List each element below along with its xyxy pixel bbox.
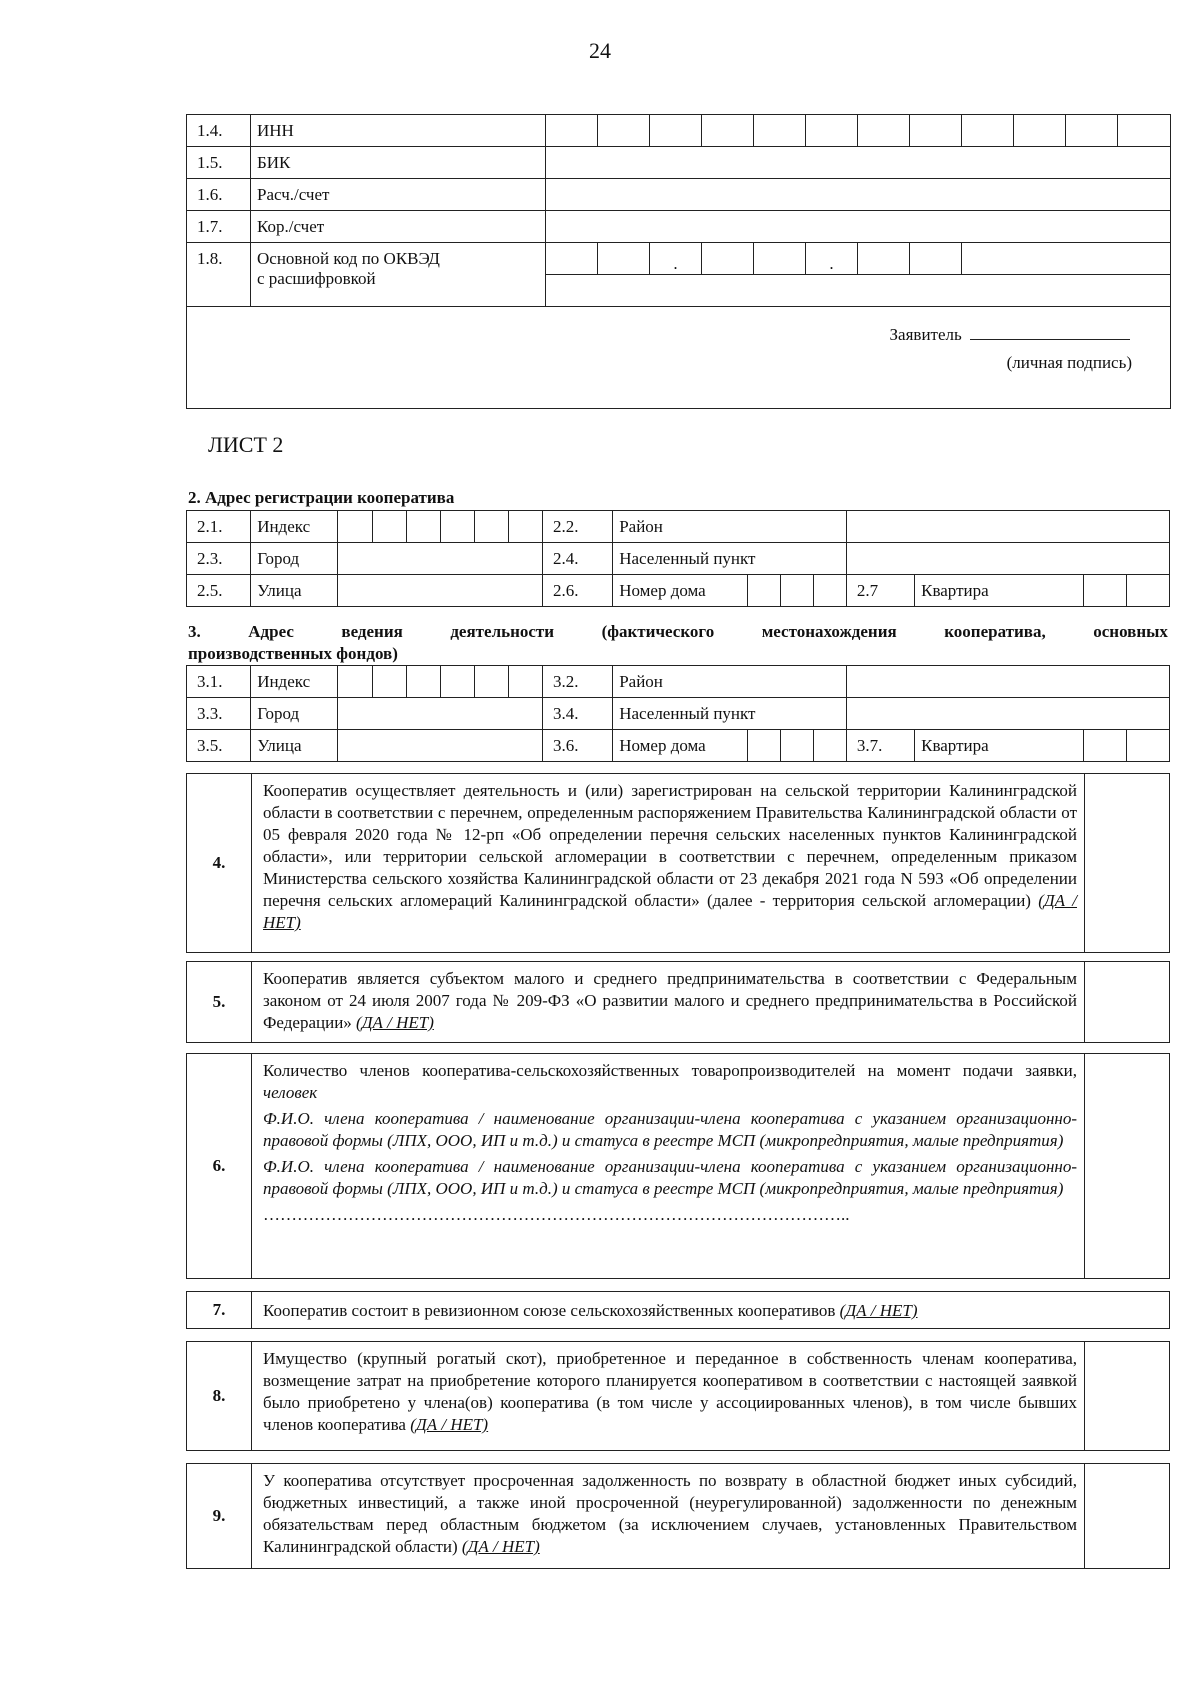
inn-cell[interactable] <box>598 115 650 147</box>
bik-label: БИК <box>251 147 546 179</box>
okved-code-cell[interactable] <box>702 243 754 275</box>
inn-cell[interactable] <box>962 115 1014 147</box>
question-text <box>263 1300 1159 1322</box>
address-reg-title: 2. Адрес регистрации кооператива <box>188 488 455 507</box>
requisites-table <box>186 114 1171 409</box>
city-label: Город <box>251 543 338 575</box>
index-cell[interactable] <box>372 666 406 698</box>
address-act-title-line2: производственных фондов) <box>188 644 398 663</box>
answer-field[interactable] <box>1084 774 1169 952</box>
apartment-label: Квартира <box>915 730 1084 762</box>
title-word: местонахождения <box>761 622 897 641</box>
okved-code-cell[interactable] <box>546 243 598 275</box>
district-field[interactable] <box>846 666 1169 698</box>
okved-code-cell[interactable] <box>858 243 910 275</box>
question-block-7 <box>186 1291 1170 1329</box>
corr-account-label: Кор./счет <box>251 211 546 243</box>
okved-label-line2: с расшифровкой <box>257 269 376 288</box>
house-cell[interactable] <box>780 730 813 762</box>
okved-code-cell[interactable] <box>650 243 702 275</box>
inn-cell[interactable] <box>1014 115 1066 147</box>
yes-no-hint: (ДА / НЕТ) <box>461 1537 540 1556</box>
row-number: 3.1. <box>187 666 251 698</box>
index-cell[interactable] <box>406 511 440 543</box>
row-number: 2.2. <box>543 511 613 543</box>
yes-no-hint: (ДА / НЕТ) <box>356 1013 434 1032</box>
title-word: кооператива, <box>944 622 1046 641</box>
apartment-cell[interactable] <box>1083 730 1126 762</box>
house-cell[interactable] <box>747 730 780 762</box>
question-body: Количество членов кооператива-сельскохозяйственных товаропроизводителей на момент подачи заявки, <box>263 1061 1077 1080</box>
row-number: 3.6. <box>543 730 613 762</box>
question-number: 7. <box>187 1292 252 1328</box>
okved-label-line1: Основной код по ОКВЭД <box>257 249 440 268</box>
okved-code-cell[interactable] <box>962 243 1171 275</box>
index-label: Индекс <box>251 511 338 543</box>
signature-line[interactable] <box>970 339 1130 340</box>
row-number: 3.7. <box>846 730 914 762</box>
question-block-8 <box>186 1341 1170 1451</box>
signature-caption: (личная подпись) <box>1006 353 1132 372</box>
inn-cell[interactable] <box>702 115 754 147</box>
question-number: 5. <box>187 962 252 1042</box>
locality-label: Населенный пункт <box>613 698 847 730</box>
inn-cell[interactable] <box>650 115 702 147</box>
index-cell[interactable] <box>372 511 406 543</box>
locality-field[interactable] <box>846 698 1169 730</box>
yes-no-hint: (ДА / НЕТ) <box>263 891 1078 932</box>
city-field[interactable] <box>338 543 543 575</box>
members-count-question <box>263 1060 1077 1104</box>
applicant-signature <box>890 325 1130 345</box>
okved-code-cell[interactable] <box>806 243 858 275</box>
row-number: 1.5. <box>187 147 251 179</box>
row-number: 1.7. <box>187 211 251 243</box>
index-cell[interactable] <box>440 666 474 698</box>
index-cell[interactable] <box>508 511 542 543</box>
signature-area <box>187 307 1171 409</box>
title-word: Адрес <box>248 622 294 641</box>
inn-cell[interactable] <box>910 115 962 147</box>
question-text <box>263 1348 1077 1436</box>
index-cell[interactable] <box>338 511 372 543</box>
row-number: 1.6. <box>187 179 251 211</box>
question-body: Кооператив состоит в ревизионном союзе сельскохозяйственных кооперативов <box>263 1301 836 1320</box>
title-word: основных <box>1093 622 1168 641</box>
street-field[interactable] <box>338 730 543 762</box>
unit-label: человек <box>263 1083 318 1102</box>
index-cell[interactable] <box>474 511 508 543</box>
title-word: деятельности <box>450 622 555 641</box>
address-act-table <box>186 665 1170 762</box>
question-body: У кооператива отсутствует просроченная задолженность по возврату в областной бюджет иных субсидий, бюджетных инвестиций, а также иной просроченной (неурегулированной) задолженности по денежным обязательствам перед областным бюджетом (за исключением случаев, установленных Правительством Калининградской области) <box>263 1471 1077 1556</box>
applicant-label: Заявитель <box>889 325 962 344</box>
question-text <box>263 1060 1077 1226</box>
apartment-cell[interactable] <box>1126 730 1169 762</box>
continuation-dots: ………………………………………………………………………………………….. <box>263 1205 850 1224</box>
apartment-label: Квартира <box>915 575 1084 607</box>
district-label: Район <box>613 666 847 698</box>
question-text <box>263 968 1077 1034</box>
inn-cell[interactable] <box>754 115 806 147</box>
okved-dot: . <box>829 254 834 273</box>
member-entry-1: Ф.И.О. члена кооператива / наименование организации-члена кооператива с указанием организационно-правовой формы (ЛПХ, ООО, ИП и т.д.) и статуса в реестре МСП (микропредприятия, малые предприятия) <box>263 1109 1077 1150</box>
yes-no-hint: (ДА / НЕТ) <box>839 1301 918 1320</box>
row-number: 2.5. <box>187 575 251 607</box>
okved-code-cell[interactable] <box>754 243 806 275</box>
page-number: 24 <box>589 38 611 63</box>
inn-label: ИНН <box>251 115 546 147</box>
city-field[interactable] <box>338 698 543 730</box>
question-body: Кооператив является субъектом малого и среднего предпринимательства в соответствии с Федеральным законом от 24 июля 2007 года № 209-ФЗ «О развитии малого и среднего предпринимательства в Российской Федерации» <box>263 969 1077 1032</box>
question-number: 4. <box>187 774 252 952</box>
question-body: Имущество (крупный рогатый скот), приобретенное и переданное в собственность членам кооператива, возмещение затрат на приобретение которого планируется кооперативом в соответствии с настоящей заявкой было приобретено у члена(ов) кооператива (в том числе у ассоциированных членов), в том числе бывших членов кооператива <box>263 1349 1077 1434</box>
locality-field[interactable] <box>846 543 1169 575</box>
question-text <box>263 1470 1077 1558</box>
bik-field[interactable] <box>546 147 1171 179</box>
account-label: Расч./счет <box>251 179 546 211</box>
row-number: 1.8. <box>187 243 251 307</box>
row-number: 3.3. <box>187 698 251 730</box>
apartment-cell[interactable] <box>1083 575 1126 607</box>
index-label: Индекс <box>251 666 338 698</box>
row-number: 1.4. <box>187 115 251 147</box>
house-cell[interactable] <box>780 575 813 607</box>
city-label: Город <box>251 698 338 730</box>
district-label: Район <box>613 511 847 543</box>
row-number: 3.4. <box>543 698 613 730</box>
sheet-title: ЛИСТ 2 <box>208 432 284 457</box>
apartment-cell[interactable] <box>1126 575 1169 607</box>
house-label: Номер дома <box>613 730 747 762</box>
row-number: 2.3. <box>187 543 251 575</box>
corr-account-field[interactable] <box>546 211 1171 243</box>
answer-field[interactable] <box>1084 1342 1169 1450</box>
index-cell[interactable] <box>474 666 508 698</box>
yes-no-hint: (ДА / НЕТ) <box>410 1415 489 1434</box>
inn-cell[interactable] <box>546 115 598 147</box>
index-cell[interactable] <box>406 666 440 698</box>
house-label: Номер дома <box>613 575 747 607</box>
okved-description-field[interactable] <box>546 275 1171 307</box>
okved-label <box>251 243 546 307</box>
locality-label: Населенный пункт <box>613 543 847 575</box>
index-cell[interactable] <box>440 511 474 543</box>
question-block-4 <box>186 773 1170 953</box>
house-cell[interactable] <box>747 575 780 607</box>
question-number: 6. <box>187 1054 252 1278</box>
okved-code-cell[interactable] <box>598 243 650 275</box>
answer-field[interactable] <box>1084 1464 1169 1568</box>
inn-cell[interactable] <box>1118 115 1171 147</box>
house-cell[interactable] <box>813 575 846 607</box>
question-number: 9. <box>187 1464 252 1568</box>
row-number: 3.5. <box>187 730 251 762</box>
title-word: ведения <box>341 622 403 641</box>
index-cell[interactable] <box>508 666 542 698</box>
street-field[interactable] <box>338 575 543 607</box>
okved-code-cell[interactable] <box>910 243 962 275</box>
row-number: 3.2. <box>543 666 613 698</box>
answer-field[interactable] <box>1084 962 1169 1042</box>
question-text <box>263 780 1077 934</box>
inn-cell[interactable] <box>806 115 858 147</box>
street-label: Улица <box>251 575 338 607</box>
district-field[interactable] <box>846 511 1169 543</box>
question-number: 8. <box>187 1342 252 1450</box>
question-block-9 <box>186 1463 1170 1569</box>
address-reg-table <box>186 510 1170 607</box>
title-word: 3. <box>188 622 201 641</box>
index-cell[interactable] <box>338 666 372 698</box>
question-block-5 <box>186 961 1170 1043</box>
address-act-title-line1 <box>188 622 1168 642</box>
row-number: 2.6. <box>543 575 613 607</box>
inn-cell[interactable] <box>858 115 910 147</box>
okved-dot: . <box>673 254 678 273</box>
row-number: 2.4. <box>543 543 613 575</box>
question-body: Кооператив осуществляет деятельность и (или) зарегистрирован на сельской территории Калининградской области в соответствии с перечнем, определенным распоряжением Правительства Калининградской области от 05 февраля 2020 года № 12-рп «Об определении перечня сельских населенных пунктов Калининградской области», или территории сельской агломерации в соответствии с перечнем, определенным приказом Министерства сельского хозяйства Калининградской области от 23 декабря 2021 года N 593 «Об определении перечня сельских агломераций Калининградской области» (далее - территория сельской агломерации) <box>263 781 1077 910</box>
answer-field[interactable] <box>1084 1054 1169 1278</box>
question-block-6 <box>186 1053 1170 1279</box>
house-cell[interactable] <box>813 730 846 762</box>
street-label: Улица <box>251 730 338 762</box>
inn-cell[interactable] <box>1066 115 1118 147</box>
member-entry-2: Ф.И.О. члена кооператива / наименование организации-члена кооператива с указанием организационно-правовой формы (ЛПХ, ООО, ИП и т.д.) и статуса в реестре МСП (микропредприятия, малые предприятия) <box>263 1157 1077 1198</box>
account-field[interactable] <box>546 179 1171 211</box>
row-number: 2.1. <box>187 511 251 543</box>
row-number: 2.7 <box>846 575 914 607</box>
title-word: (фактического <box>601 622 715 641</box>
